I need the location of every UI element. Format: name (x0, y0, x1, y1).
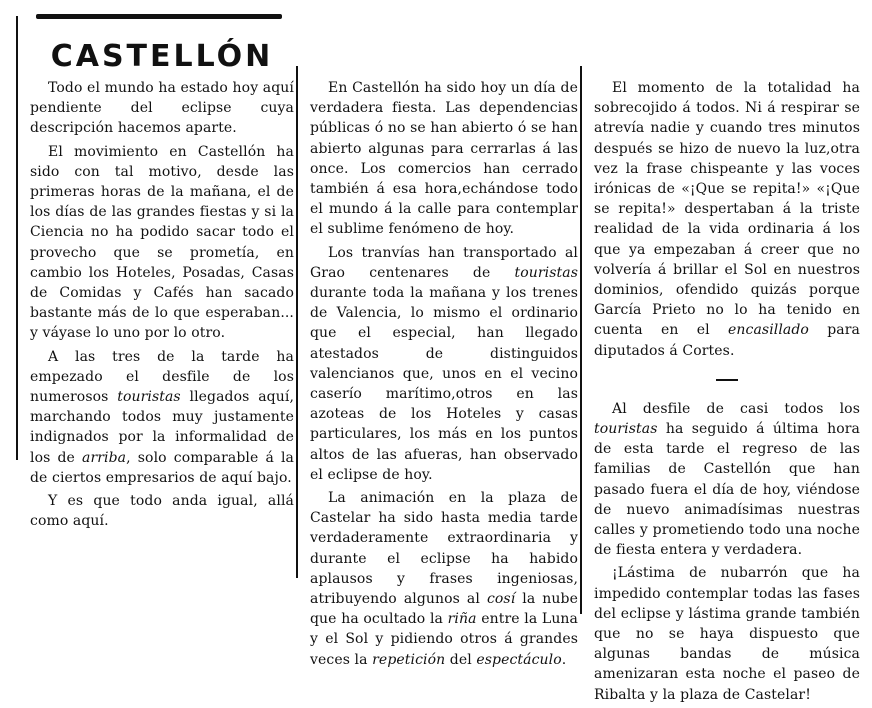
column-3-text-top (594, 78, 860, 361)
column-2 (296, 66, 578, 668)
italic-word: touristas (594, 421, 658, 438)
column-rule (16, 16, 18, 460)
paragraph: En Castellón ha sido hoy un día de verdadera fiesta. Las dependencias públicas ó no se han abierto ó se han abierto algunas para cerrarlas á las once. Los comercios han cerrado también á esa hora,echándose todo el mundo á la calle para contemplar el sublime fenómeno de hoy. (310, 80, 578, 238)
italic-word: touristas (514, 264, 578, 281)
column-1-text (30, 78, 294, 531)
italic-word: riña (447, 611, 477, 628)
paragraph: A las tres de la tarde ha empezado el desfile de los numerosos touristas llegados aquí, marchando todos muy justamente indignados por la informalidad de los de arriba, solo comparable á la de ciertos empresarios de aquí bajo. (30, 348, 294, 486)
paragraph: Los tranvías han transportado al Grao centenares de touristas durante toda la mañana y los trenes de Valencia, lo mismo el ordinario que el especial, han llegado atestados de distinguidos valencianos que, unos en el vecino caserío marítimo,otros en las azoteas de los Hoteles y casas particulares, los más en los puntos altos de las afueras, han observado el eclipse de hoy. (310, 244, 578, 483)
italic-word: cosí (486, 591, 516, 608)
italic-word: arriba (82, 449, 127, 466)
column-2-text (310, 78, 578, 670)
paragraph: El movimiento en Castellón ha sido con tal motivo, desde las primeras horas de la mañana, el de los días de las grandes fiestas y si la Ciencia no ha podido sacar todo el provecho que se prometía, en cambio los Hoteles, Posadas, Casas de Comidas y Cafés han sacado bastante más de lo que esperaban... y váyase lo uno por lo otro. (30, 143, 294, 342)
italic-word: repetición (372, 651, 446, 668)
column-3-text-bottom (594, 399, 860, 705)
paragraph: Al desfile de casi todos los touristas ha seguido á última hora de esta tarde el regreso de las familias de Castellón que han pasado fuera el día de hoy, viéndose de nuevo animadísimas nuestras calles y prometiendo todo una noche de fiesta entera y verdadera. (594, 400, 860, 559)
paragraph: Todo el mundo ha estado hoy aquí pendiente del eclipse cuya descripción hacemos aparte. (30, 80, 294, 137)
column-3 (580, 66, 860, 703)
italic-word: encasillado (728, 322, 809, 339)
paragraph: El momento de la totalidad ha sobrecojido á todos. Ni á respirar se atrevía nadie y cuando tres minutos después se hizo de nuevo la luz,otra vez la frase chispeante y las voces irónicas de «¡Que se repita!» «¡Que se repita!» despertaban á la triste realidad de la vida ordinaria á los que ya empezaban á creer que no volvería á brillar el Sol en nuestros dominios, ofendido quizás porque García Prieto no lo ha tenido en cuenta en el encasillado para diputados á Cortes. (594, 80, 860, 359)
italic-word: espectáculo (476, 651, 562, 668)
column-1 (16, 16, 294, 530)
column-rule (296, 66, 298, 578)
article-title: CASTELLÓN (50, 39, 274, 74)
paragraph: La animación en la plaza de Castelar ha sido hasta media tarde verdaderamente extraordinaria y durante el eclipse ha habido aplausos y frases ingeniosas, atribuyendo algunos al cosí la nube que ha ocultado la riña entre la Luna y el Sol y pidiendo otros á grandes veces la repetición del espectáculo. (310, 490, 578, 668)
paragraph: Y es que todo anda igual, allá como aquí. (30, 493, 294, 530)
section-divider (716, 379, 738, 381)
paragraph: ¡Lástima de nubarrón que ha impedido contemplar todas las fases del eclipse y lástima grande también que no se haya dispuesto que algunas bandas de música amenizaran esta noche el paseo de Ribalta y la plaza de Castelar! (594, 565, 860, 703)
italic-word: touristas (117, 389, 181, 406)
column-rule (580, 66, 582, 614)
